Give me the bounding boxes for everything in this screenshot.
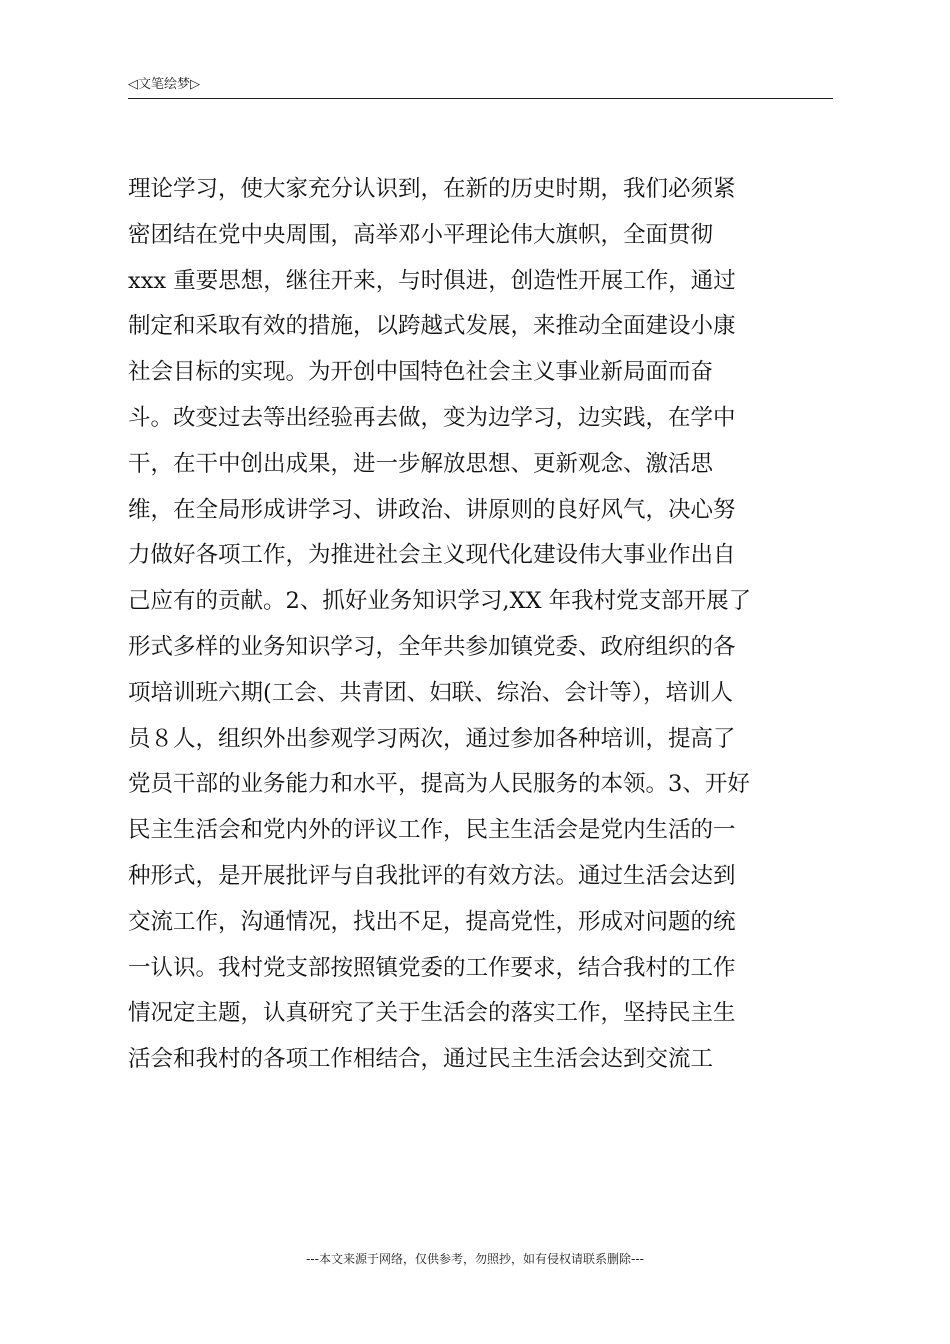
body-line: 制定和采取有效的措施，以跨越式发展，来推动全面建设小康 [128, 313, 736, 340]
body-line: 民主生活会和党内外的评议工作，民主生活会是党内生活的一 [128, 817, 736, 844]
body-line: 理论学习，使大家充分认识到，在新的历史时期，我们必须紧 [128, 176, 736, 202]
body-line: xxx 重要思想，继往开来，与时俱进，创造性开展工作，通过 [128, 267, 736, 294]
body-line: 活会和我村的各项工作相结合，通过民主生活会达到交流工 [128, 1046, 714, 1073]
header-title: ◁文笔绘梦▷ [128, 77, 200, 92]
page-header [128, 76, 833, 99]
body-line: 维，在全局形成讲学习、讲政治、讲原则的良好风气，决心努 [128, 496, 736, 523]
body-line: 密团结在党中央周围，高举邓小平理论伟大旗帜，全面贯彻 [128, 221, 714, 248]
body-line: 项培训班六期(工会、共青团、妇联、综治、会计等），培训人 [128, 679, 734, 706]
body-line: 党员干部的业务能力和水平，提高为人民服务的本领。3、开好 [128, 771, 750, 798]
body-line: 员８人，组织外出参观学习两次，通过参加各种培训，提高了 [128, 725, 736, 752]
page-footer [0, 1250, 950, 1267]
body-line: 交流工作，沟通情况，找出不足，提高党性，形成对问题的统 [128, 908, 736, 935]
body-line: 社会目标的实现。为开创中国特色社会主义事业新局面而奋 [128, 359, 714, 386]
body-line: 干，在干中创出成果，进一步解放思想、更新观念、激活思 [128, 450, 714, 477]
body-line: 斗。改变过去等出经验再去做，变为边学习，边实践，在学中 [128, 404, 736, 431]
body-line: 情况定主题，认真研究了关于生活会的落实工作，坚持民主生 [128, 1000, 736, 1027]
body-line: 力做好各项工作，为推进社会主义现代化建设伟大事业作出自 [128, 542, 736, 569]
body-line: 种形式，是开展批评与自我批评的有效方法。通过生活会达到 [128, 862, 736, 889]
body-line: 形式多样的业务知识学习，全年共参加镇党委、政府组织的各 [128, 633, 736, 660]
footer-disclaimer: ---本文来源于网络，仅供参考，勿照抄，如有侵权请联系删除--- [306, 1252, 644, 1266]
body-line: 一认识。我村党支部按照镇党委的工作要求，结合我村的工作 [128, 954, 736, 981]
body-line: 己应有的贡献。2、抓好业务知识学习,XX 年我村党支部开展了 [128, 588, 752, 615]
document-body [128, 174, 838, 1090]
